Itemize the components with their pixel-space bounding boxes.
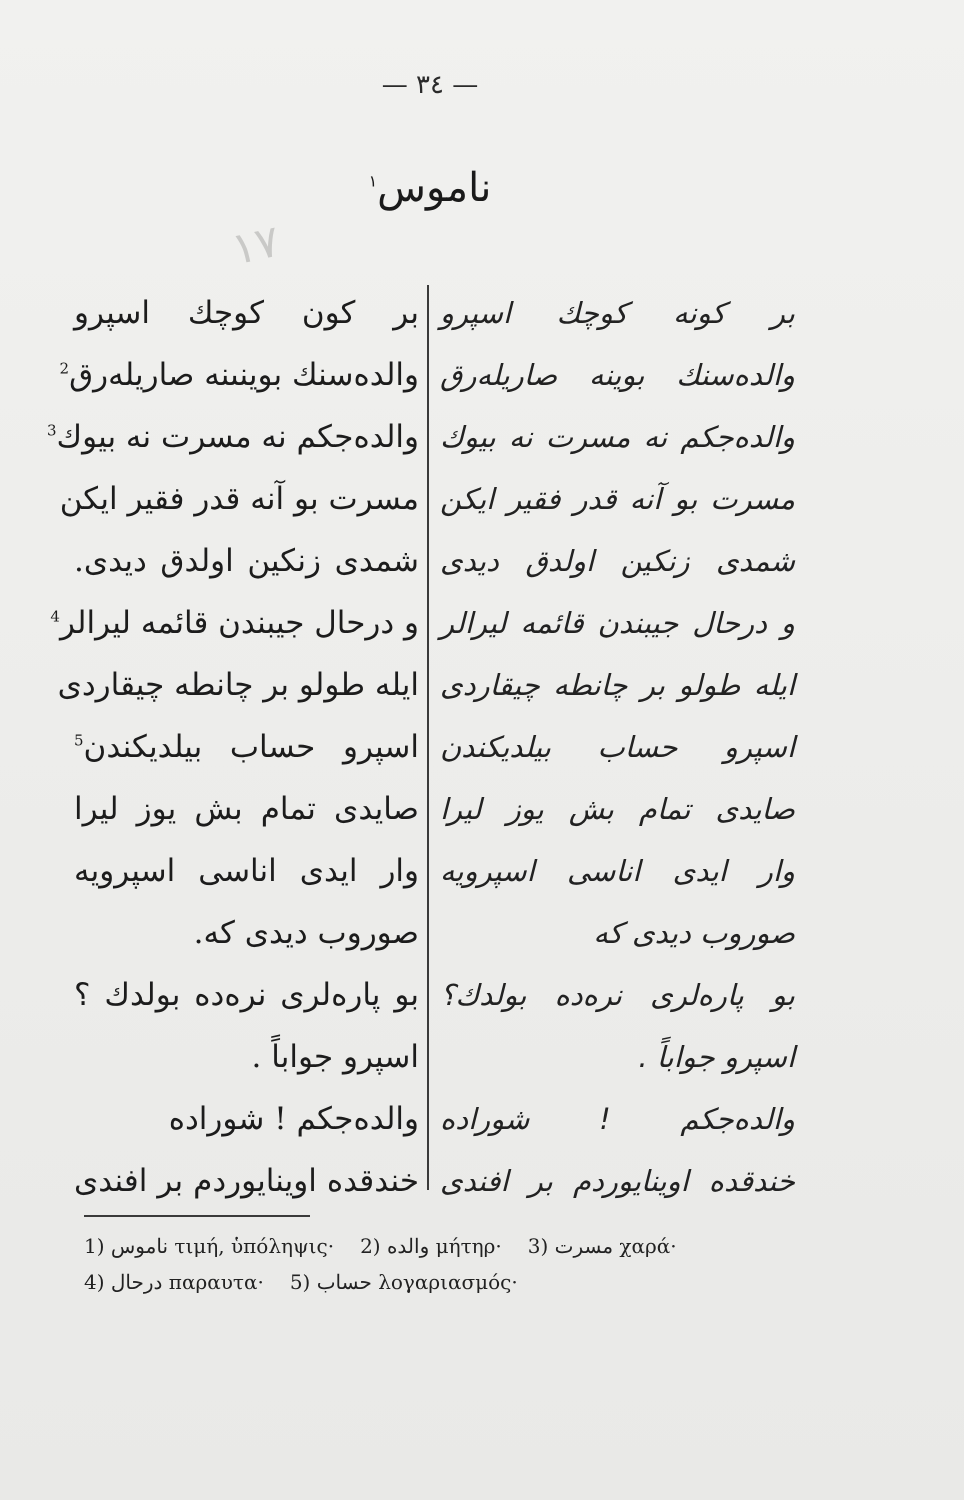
printed-line [74,778,419,840]
printed-line-text: خندقدە اوینایوردم بر افندی [74,1163,419,1199]
handwritten-line: وار ایدی اناسی اسپرویه [440,854,795,888]
handwritten-line: بر کونه کوچك اسپرو [440,296,795,330]
printed-line [46,406,419,468]
footnote-entry: 3) مسرت χαρά· [527,1234,677,1258]
printed-line [50,592,419,654]
title-text: ناموس [377,165,492,211]
footnote-entry: 2) والده μήτηρ· [360,1234,502,1258]
printed-line [74,1026,419,1088]
handwritten-line: مسرت بو آنه قدر فقیر ایکن [440,482,795,516]
printed-text-column [46,282,419,1212]
printed-line-text: صایدی تمام بش یوز لیرا [74,791,419,827]
faint-pencil-mark: ۱۷ [227,215,285,276]
printed-line [74,530,419,592]
printed-line-text: وار ایدی اناسی اسپرویە [74,853,419,889]
printed-line-text: اسپرو جواباً . [251,1039,419,1075]
printed-line-text: والدەسنك بوینىنە صاریلەرق [69,357,419,393]
footnote-entry: 4) درحال παραυτα· [84,1270,264,1294]
printed-line [74,282,419,344]
footnote-rule [84,1215,310,1217]
printed-line [59,344,419,406]
footnotes [84,1228,844,1300]
handwritten-line: اسپرو جواباً . [638,1040,795,1074]
handwritten-line: خندقده اوینایوردم بر افندی [440,1164,795,1198]
footnote-marker: 4 [50,607,60,626]
handwritten-line: و درحال جیبندن قائمه لیرالر [440,606,795,640]
footnote-marker: 3 [46,421,57,440]
handwritten-line: صایدی تمام بش یوز لیرا [440,792,795,826]
printed-line-text: والدەجکم ! شورادە [168,1101,419,1137]
page-title [330,165,530,211]
title-footnote-marker: ١ [368,171,378,191]
footnote-marker: 2 [59,359,70,378]
printed-line-text: بو پارەلری نرەدە بولدك ؟ [74,977,419,1013]
handwritten-line: والدەجکم نه مسرت نه بیوك [440,420,795,454]
printed-line-text: صوروب دیدی کە. [193,915,419,951]
printed-line-text: والدەجکم نە مسرت نە بیوك [56,419,419,455]
printed-line-text: شمدی زنکین اولدق دیدی. [74,543,419,579]
printed-line-text: و درحال جیبندن قائمە لیرالر [59,605,419,641]
printed-line [74,964,419,1026]
column-divider [427,285,429,1190]
printed-line [74,716,419,778]
printed-line-text: اسپرو حساب بیلدیکندن [83,729,419,765]
handwritten-line: اسپرو حساب بیلدیکندن [440,730,795,764]
handwritten-line: شمدی زنکین اولدق دیدی [440,544,795,578]
footnote-entry: 1) ناموس τιμή, ὑπόληψις· [84,1234,335,1258]
handwritten-line: صوروب دیدی که [593,916,795,950]
footnote-entry: 5) حساب λογαριασμός· [289,1270,518,1294]
footnote-line [84,1264,844,1300]
printed-line [59,468,419,530]
printed-line [57,654,419,716]
footnote-line [84,1228,844,1264]
printed-line-text: بر کون کوچك اسپرو [74,295,419,331]
printed-line [74,840,419,902]
printed-line-text: ایلە طولو بر چانطە چیقاردی [57,667,419,703]
handwritten-line: والدەسنك بوینه صاریلەرق [440,358,795,392]
footnote-marker: 5 [74,731,84,750]
printed-line [74,1088,419,1150]
printed-line [74,1150,419,1212]
handwritten-line: والدەجکم ! شورادە [440,1102,795,1136]
printed-line [74,902,419,964]
handwritten-line: ایلە طولو بر چانطه چیقاردی [440,668,795,702]
handwritten-line: بو پارەلری نرەدە بولدك؟ [440,978,795,1012]
handwritten-text-column [440,282,795,1212]
printed-line-text: مسرت بو آنە قدر فقیر ایکن [59,481,419,517]
page-number: — ٣٤ — [381,70,479,100]
